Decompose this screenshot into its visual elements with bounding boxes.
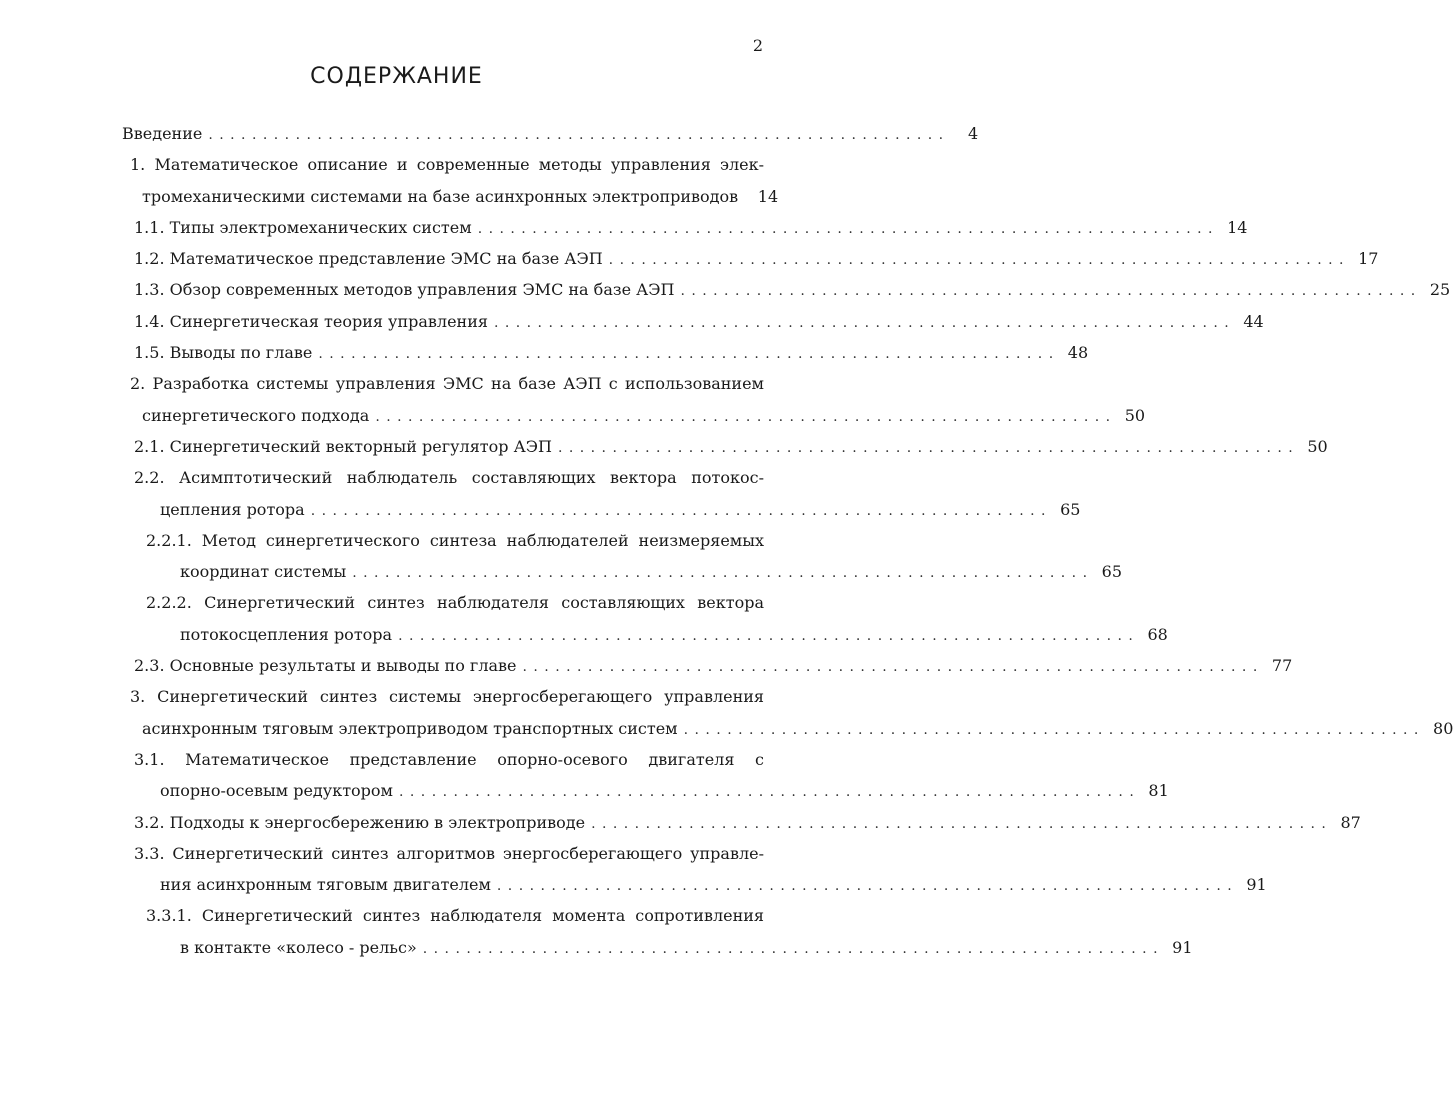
toc-page-number: 17 <box>1358 249 1379 269</box>
toc-entry-line: 3.1. Математическое представление опорно-осевого двигателя с <box>134 749 764 769</box>
toc-entry-title: синергетического подхода <box>142 405 370 425</box>
dot-leader <box>399 777 1135 808</box>
dot-leader <box>609 245 1345 276</box>
toc-entry[interactable] <box>122 431 1328 462</box>
toc-page-number: 14 <box>757 186 779 206</box>
toc-entry-title: 1.4. Синергетическая теория управления <box>134 311 488 331</box>
toc-page-number: 87 <box>1340 812 1361 832</box>
dot-leader <box>497 871 1233 902</box>
page-title: СОДЕРЖАНИЕ <box>310 64 483 89</box>
dot-leader <box>208 120 944 151</box>
toc-entry-title: 1.2. Математическое представление ЭМС на базе АЭП <box>134 249 603 269</box>
toc-page-number: 25 <box>1429 280 1451 300</box>
toc-entry[interactable] <box>122 462 1081 525</box>
dot-leader <box>398 621 1134 652</box>
dot-leader <box>375 402 1111 433</box>
toc-entry-title: 2.3. Основные результаты и выводы по главе <box>134 656 517 676</box>
toc-page-number: 81 <box>1148 781 1169 801</box>
toc-entry-title: 1.3. Обзор современных методов управления ЭМС на базе АЭП <box>134 280 675 300</box>
toc-page-number: 65 <box>1060 499 1081 519</box>
toc-entry[interactable] <box>122 149 779 212</box>
toc-page-number: 4 <box>967 124 979 143</box>
toc-entry-title: 1.5. Выводы по главе <box>134 343 313 363</box>
toc-entry-line: 3. Синергетический синтез системы энергосберегающего управления <box>130 687 764 707</box>
toc-entry-title: в контакте «колесо - рельс» <box>180 937 417 957</box>
dot-leader <box>684 715 1420 746</box>
toc-entry-line: 2.2.2. Синергетический синтез наблюдателя составляющих вектора <box>146 593 764 613</box>
toc-entry[interactable] <box>122 681 1453 744</box>
toc-entry-line: 2. Разработка системы управления ЭМС на базе АЭП с использованием <box>130 374 764 394</box>
toc-entry[interactable] <box>122 744 1169 807</box>
dot-leader <box>311 496 1047 527</box>
toc-page-number: 44 <box>1243 311 1264 331</box>
toc-entry[interactable] <box>122 306 1264 337</box>
toc-entry-line: 3.3. Синергетический синтез алгоритмов энергосберегающего управле- <box>134 843 764 863</box>
toc-page-number: 48 <box>1067 343 1089 363</box>
toc-entry[interactable] <box>122 587 1168 650</box>
toc-entry[interactable] <box>122 525 1123 588</box>
toc-entry-title: Введение <box>122 124 203 143</box>
toc-entry-title: координат системы <box>180 562 347 582</box>
toc-entry[interactable] <box>122 337 1089 368</box>
toc-page-number: 68 <box>1147 624 1168 644</box>
toc-entry-line: 2.2.1. Метод синергетического синтеза наблюдателей неизмеряемых <box>146 530 764 550</box>
toc-page-number: 50 <box>1307 436 1328 456</box>
toc-entry-title: асинхронным тяговым электроприводом транспортных систем <box>142 718 678 738</box>
toc-entry-line: 3.3.1. Синергетический синтез наблюдателя момента сопротивления <box>146 906 764 926</box>
toc-entry[interactable] <box>122 274 1451 305</box>
dot-leader <box>318 339 1054 370</box>
toc-page-number: 50 <box>1124 405 1146 425</box>
toc-entry[interactable] <box>122 118 979 149</box>
dot-leader <box>591 809 1327 840</box>
dot-leader <box>423 934 1159 965</box>
dot-leader <box>478 214 1214 245</box>
dot-leader <box>352 558 1088 589</box>
toc-entry[interactable] <box>122 650 1293 681</box>
table-of-contents <box>122 118 1453 963</box>
page-number: 2 <box>752 36 763 55</box>
toc-entry[interactable] <box>122 807 1361 838</box>
toc-entry[interactable] <box>122 838 1267 901</box>
toc-entry-title: потокосцепления ротора <box>180 624 393 644</box>
toc-entry-title: опорно-осевым редуктором <box>160 781 393 801</box>
toc-entry-title: тромеханическими системами на базе асинхронных электроприводов <box>142 186 739 206</box>
dot-leader <box>680 276 1416 307</box>
toc-entry-line: 1. Математическое описание и современные методы управления элек- <box>130 155 764 175</box>
toc-entry-title: цепления ротора <box>160 499 305 519</box>
toc-entry-title: 3.2. Подходы к энергосбережению в электроприводе <box>134 812 586 832</box>
toc-entry[interactable] <box>122 368 1146 431</box>
toc-entry-title: 1.1. Типы электромеханических систем <box>134 217 472 237</box>
toc-page-number: 65 <box>1101 562 1123 582</box>
toc-entry-line: 2.2. Асимптотический наблюдатель составляющих вектора потокос- <box>134 468 764 488</box>
toc-page-number: 91 <box>1172 937 1193 957</box>
toc-page-number: 91 <box>1246 875 1267 895</box>
toc-entry[interactable] <box>122 243 1379 274</box>
toc-page-number: 80 <box>1433 718 1453 738</box>
toc-entry-title: ния асинхронным тяговым двигателем <box>160 875 491 895</box>
toc-entry[interactable] <box>122 900 1193 963</box>
toc-entry-title: 2.1. Синергетический векторный регулятор АЭП <box>134 436 552 456</box>
toc-page-number: 14 <box>1227 217 1248 237</box>
dot-leader <box>523 652 1259 683</box>
toc-page-number: 77 <box>1271 656 1293 676</box>
dot-leader <box>558 433 1294 464</box>
toc-entry[interactable] <box>122 212 1248 243</box>
dot-leader <box>494 308 1230 339</box>
